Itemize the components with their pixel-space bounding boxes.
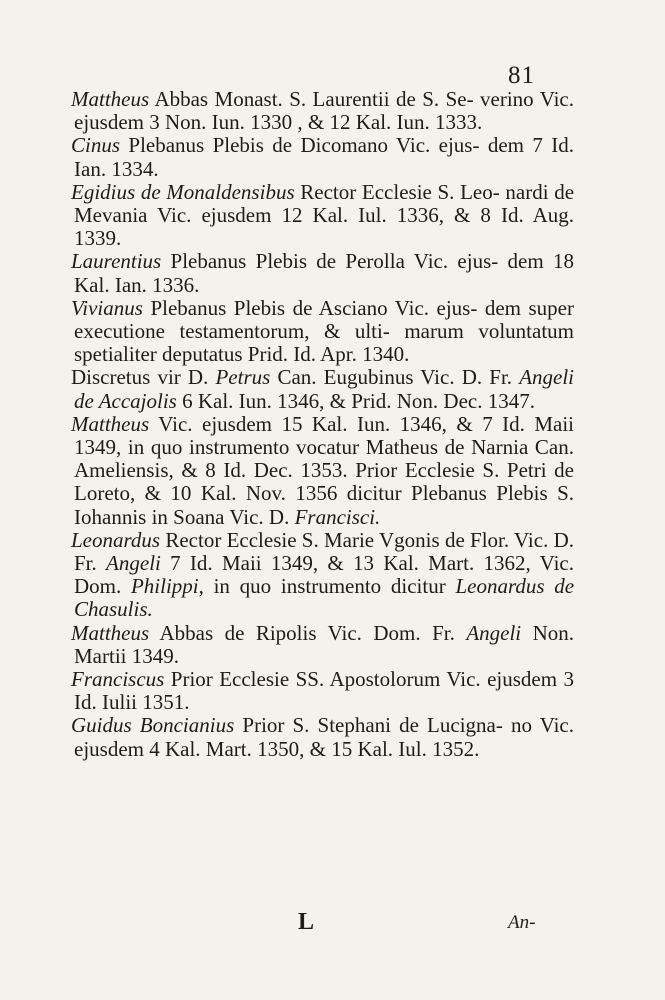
entry-laurentius: Laurentius Plebanus Plebis de Perolla Vic. ejus- dem 18 Kal. Ian. 1336. [71, 249, 574, 297]
entry-name: Mattheus [71, 87, 150, 111]
entry-mattheus-3: Mattheus Abbas de Ripolis Vic. Dom. Fr. Angeli Non. Martii 1349. [71, 620, 575, 668]
entry-name: Leonardus [71, 527, 161, 552]
entry-name: Egidius de Monaldensibus [71, 179, 295, 204]
entries-list [71, 87, 575, 761]
entry-mattheus-1: Mattheus Abbas Monast. S. Laurentii de S. Se- verino Vic. ejusdem 3 Non. Iun. 1330 , & 12 Kal. Iun. 1333. [71, 87, 575, 135]
entry-guidus-boncianius: Guidus Boncianius Prior S. Stephani de Lucigna- no Vic. ejusdem 4 Kal. Mart. 1350, & 15 Kal. Iul. 1352. [71, 713, 575, 761]
entry-name: Cinus [71, 133, 121, 158]
entry-leonardus: Leonardus Rector Ecclesie S. Marie Vgonis de Flor. Vic. D. Fr. Angeli 7 Id. Maii 1349, & 13 Kal. Mart. 1362, Vic. Dom. Philippi, in quo instrumento dicitur Leonardus de Chasulis. [71, 527, 575, 622]
entry-discretus-vir: Discretus vir D. Petrus Can. Eugubinus Vic. D. Fr. Angeli de Accajolis 6 Kal. Iun. 1346, & Prid. Non. Dec. 1347. [71, 365, 575, 413]
entry-egidius: Egidius de Monaldensibus Rector Ecclesie S. Leo- nardi de Mevania Vic. ejusdem 12 Kal. Iul. 1336, & 8 Id. Aug. 1339. [71, 179, 575, 251]
entry-name: Laurentius [71, 249, 162, 274]
catchword: An- [508, 912, 536, 933]
entry-name: Franciscus [71, 667, 165, 692]
entry-vivianus: Vivianus Plebanus Plebis de Asciano Vic. ejus- dem super executione testamentorum, & ulti- marum voluntatum spetialiter deputatus Prid. Id. Apr. 1340. [71, 295, 574, 367]
entry-name: Guidus Boncianius [71, 713, 235, 738]
entry-cinus: Cinus Plebanus Plebis de Dicomano Vic. ejus- dem 7 Id. Ian. 1334. [71, 133, 575, 181]
page-number: 81 [508, 62, 535, 89]
entry-name: Vivianus [71, 295, 143, 320]
entry-mattheus-2: Mattheus Vic. ejusdem 15 Kal. Iun. 1346, & 7 Id. Maii 1349, in quo instrumento vocatur Matheus de Narnia Can. Ameliensis, & 8 Id. Dec. 1353. Prior Ecclesie S. Petri de Loreto, & 10 Kal. Nov. 1356 dicitur Plebanus Plebis S. Iohannis in Soana Vic. D. Francisci. [71, 411, 575, 529]
signature-mark: L [298, 909, 315, 935]
entry-name: Mattheus [71, 411, 150, 436]
entry-franciscus: Franciscus Prior Ecclesie SS. Apostolorum Vic. ejusdem 3 Id. Iulii 1351. [71, 667, 575, 715]
entry-name: Mattheus [71, 620, 150, 645]
